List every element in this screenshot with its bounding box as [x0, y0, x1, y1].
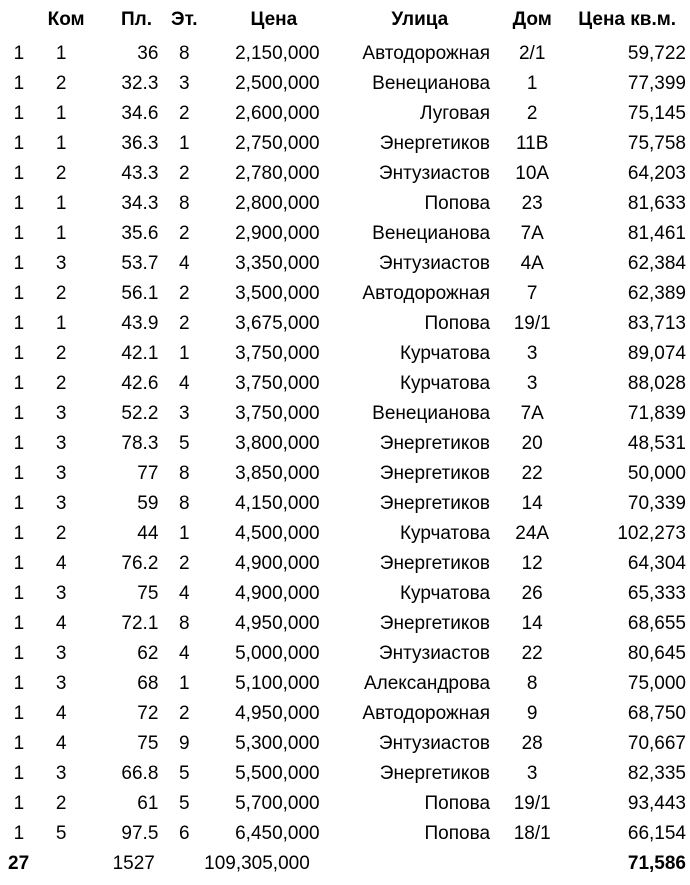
table-footer [0, 848, 690, 878]
price-per-sqm-cell[interactable]: 66,154 [627, 822, 686, 844]
table-row [0, 188, 690, 218]
floor-cell[interactable]: 5 [178, 792, 190, 814]
table-row [0, 278, 690, 308]
floor-cell[interactable]: 2 [178, 282, 190, 304]
house-cell[interactable]: 22 [521, 462, 543, 484]
count-cell[interactable]: 1 [13, 162, 25, 184]
table-row [0, 338, 690, 368]
rooms-cell[interactable]: 2 [55, 522, 67, 544]
street-cell[interactable]: Автодорожная [362, 282, 491, 304]
area-cell[interactable]: 32.3 [121, 72, 159, 94]
count-cell[interactable]: 1 [13, 672, 25, 694]
price-per-sqm-cell[interactable]: 68,750 [627, 702, 686, 724]
price-cell[interactable]: 2,750,000 [235, 132, 320, 154]
house-cell[interactable]: 7 [526, 282, 538, 304]
table-row [0, 488, 690, 518]
price-cell[interactable]: 3,350,000 [235, 252, 320, 274]
area-cell[interactable]: 35.6 [121, 222, 159, 244]
street-cell[interactable]: Энергетиков [379, 762, 491, 784]
count-cell[interactable]: 1 [13, 312, 25, 334]
floor-cell[interactable]: 9 [178, 732, 190, 754]
area-cell[interactable]: 34.3 [121, 192, 159, 214]
price-per-sqm-cell[interactable]: 68,655 [627, 612, 686, 634]
area-cell[interactable]: 76.2 [121, 552, 159, 574]
house-cell[interactable]: 28 [521, 732, 543, 754]
header-street[interactable]: Улица [391, 8, 449, 30]
house-cell[interactable]: 3 [526, 762, 538, 784]
price-per-sqm-cell[interactable]: 77,399 [627, 72, 686, 94]
price-cell[interactable]: 3,675,000 [235, 312, 320, 334]
price-per-sqm-cell[interactable]: 75,000 [627, 672, 686, 694]
floor-cell[interactable]: 4 [178, 642, 190, 664]
table-header [0, 0, 690, 38]
street-cell[interactable]: Попова [424, 822, 491, 844]
area-cell[interactable]: 97.5 [121, 822, 159, 844]
price-cell[interactable]: 5,100,000 [235, 672, 320, 694]
table-row [0, 578, 690, 608]
count-cell[interactable]: 1 [13, 102, 25, 124]
house-cell[interactable]: 4А [520, 252, 544, 274]
count-cell[interactable]: 1 [13, 642, 25, 664]
floor-cell[interactable]: 4 [178, 252, 190, 274]
price-cell[interactable]: 3,500,000 [235, 282, 320, 304]
price-cell[interactable]: 3,850,000 [235, 462, 320, 484]
house-cell[interactable]: 1 [526, 72, 538, 94]
rooms-cell[interactable]: 3 [55, 492, 67, 514]
price-per-sqm-cell[interactable]: 62,384 [627, 252, 686, 274]
rooms-cell[interactable]: 4 [55, 552, 67, 574]
rooms-cell[interactable]: 1 [55, 42, 67, 64]
count-cell[interactable]: 1 [13, 252, 25, 274]
total-price-cell[interactable]: 109,305,000 [204, 852, 310, 874]
area-cell[interactable]: 52.2 [121, 402, 159, 424]
rooms-cell[interactable]: 3 [55, 762, 67, 784]
price-per-sqm-cell[interactable]: 82,335 [627, 762, 686, 784]
street-cell[interactable]: Попова [424, 192, 491, 214]
area-cell[interactable]: 44 [137, 522, 159, 544]
header-count[interactable] [0, 0, 38, 38]
area-cell[interactable]: 43.9 [121, 312, 159, 334]
street-cell[interactable]: Курчатова [399, 522, 491, 544]
rooms-cell[interactable]: 1 [55, 192, 67, 214]
price-per-sqm-cell[interactable]: 64,304 [627, 552, 686, 574]
street-cell[interactable]: Александрова [363, 672, 491, 694]
rooms-cell[interactable]: 2 [55, 342, 67, 364]
street-cell[interactable]: Энергетиков [379, 462, 491, 484]
area-cell[interactable]: 61 [137, 792, 159, 814]
table-row [0, 158, 690, 188]
area-cell[interactable]: 77 [137, 462, 159, 484]
table-row [0, 548, 690, 578]
price-cell[interactable]: 4,900,000 [235, 552, 320, 574]
table-row [0, 518, 690, 548]
area-cell[interactable]: 59 [137, 492, 159, 514]
price-cell[interactable]: 3,750,000 [235, 342, 320, 364]
count-cell[interactable]: 1 [13, 702, 25, 724]
area-cell[interactable]: 72 [137, 702, 159, 724]
table-row [0, 98, 690, 128]
price-per-sqm-cell[interactable]: 81,461 [627, 222, 686, 244]
street-cell[interactable]: Энергетиков [379, 132, 491, 154]
floor-cell[interactable]: 5 [178, 762, 190, 784]
total-rooms-cell[interactable] [38, 848, 85, 878]
floor-cell[interactable]: 2 [178, 222, 190, 244]
count-cell[interactable]: 1 [13, 492, 25, 514]
count-cell[interactable]: 1 [13, 282, 25, 304]
total-floor-cell[interactable] [164, 848, 204, 878]
house-cell[interactable]: 18/1 [513, 822, 551, 844]
price-per-sqm-cell[interactable]: 50,000 [627, 462, 686, 484]
area-cell[interactable]: 56.1 [121, 282, 159, 304]
floor-cell[interactable]: 2 [178, 702, 190, 724]
floor-cell[interactable]: 3 [178, 72, 190, 94]
floor-cell[interactable]: 8 [178, 462, 190, 484]
area-cell[interactable]: 43.3 [121, 162, 159, 184]
street-cell[interactable]: Энергетиков [379, 612, 491, 634]
floor-cell[interactable]: 2 [178, 312, 190, 334]
area-cell[interactable]: 36.3 [121, 132, 159, 154]
street-cell[interactable]: Автодорожная [362, 42, 491, 64]
floor-cell[interactable]: 2 [178, 162, 190, 184]
house-cell[interactable]: 8 [526, 672, 538, 694]
price-per-sqm-cell[interactable]: 89,074 [627, 342, 686, 364]
street-cell[interactable]: Попова [424, 312, 491, 334]
house-cell[interactable]: 24А [515, 522, 550, 544]
table-row [0, 308, 690, 338]
price-per-sqm-cell[interactable]: 80,645 [627, 642, 686, 664]
house-cell[interactable]: 11В [515, 132, 549, 154]
area-cell[interactable]: 66.8 [121, 762, 159, 784]
rooms-cell[interactable]: 5 [55, 822, 67, 844]
price-cell[interactable]: 5,500,000 [235, 762, 320, 784]
rooms-cell[interactable]: 4 [55, 732, 67, 754]
price-per-sqm-cell[interactable]: 70,339 [627, 492, 686, 514]
total-street-cell[interactable] [334, 848, 496, 878]
table-row [0, 38, 690, 68]
count-cell[interactable]: 1 [13, 402, 25, 424]
floor-cell[interactable]: 8 [178, 492, 190, 514]
street-cell[interactable]: Курчатова [399, 372, 491, 394]
count-cell[interactable]: 1 [13, 612, 25, 634]
floor-cell[interactable]: 1 [178, 132, 190, 154]
house-cell[interactable]: 2/1 [518, 42, 546, 64]
house-cell[interactable]: 14 [521, 612, 543, 634]
price-cell[interactable]: 4,500,000 [235, 522, 320, 544]
total-house-cell[interactable] [496, 848, 568, 878]
rooms-cell[interactable]: 2 [55, 72, 67, 94]
house-cell[interactable]: 3 [526, 372, 538, 394]
street-cell[interactable]: Автодорожная [362, 702, 491, 724]
price-per-sqm-cell[interactable]: 83,713 [627, 312, 686, 334]
floor-cell[interactable]: 1 [178, 522, 190, 544]
price-cell[interactable]: 3,750,000 [235, 402, 320, 424]
rooms-cell[interactable]: 1 [55, 132, 67, 154]
count-cell[interactable]: 1 [13, 432, 25, 454]
area-cell[interactable]: 78.3 [121, 432, 159, 454]
count-cell[interactable]: 1 [13, 582, 25, 604]
table-row [0, 428, 690, 458]
table-row [0, 758, 690, 788]
floor-cell[interactable]: 5 [178, 432, 190, 454]
count-cell[interactable]: 1 [13, 462, 25, 484]
table-row [0, 458, 690, 488]
count-cell[interactable]: 1 [13, 132, 25, 154]
price-per-sqm-cell[interactable]: 70,667 [627, 732, 686, 754]
price-per-sqm-cell[interactable]: 102,273 [617, 522, 686, 544]
house-cell[interactable]: 7А [520, 402, 544, 424]
count-cell[interactable]: 1 [13, 342, 25, 364]
price-cell[interactable]: 5,300,000 [235, 732, 320, 754]
price-per-sqm-cell[interactable]: 75,145 [627, 102, 686, 124]
area-cell[interactable]: 62 [137, 642, 159, 664]
price-cell[interactable]: 3,800,000 [235, 432, 320, 454]
floor-cell[interactable]: 1 [178, 672, 190, 694]
area-cell[interactable]: 75 [137, 582, 159, 604]
count-cell[interactable]: 1 [13, 732, 25, 754]
house-cell[interactable]: 9 [526, 702, 538, 724]
table-row [0, 128, 690, 158]
table-row [0, 728, 690, 758]
table-row [0, 608, 690, 638]
price-per-sqm-cell[interactable]: 62,389 [627, 282, 686, 304]
header-row [0, 0, 690, 38]
table-row [0, 248, 690, 278]
rooms-cell[interactable]: 3 [55, 642, 67, 664]
area-cell[interactable]: 72.1 [121, 612, 159, 634]
rooms-cell[interactable]: 2 [55, 372, 67, 394]
table-row [0, 218, 690, 248]
area-cell[interactable]: 34.6 [121, 102, 159, 124]
rooms-cell[interactable]: 3 [55, 462, 67, 484]
house-cell[interactable]: 19/1 [513, 792, 551, 814]
rooms-cell[interactable]: 3 [55, 582, 67, 604]
price-cell[interactable]: 4,950,000 [235, 702, 320, 724]
house-cell[interactable]: 19/1 [513, 312, 551, 334]
price-cell[interactable]: 2,500,000 [235, 72, 320, 94]
floor-cell[interactable]: 2 [178, 552, 190, 574]
count-cell[interactable]: 1 [13, 222, 25, 244]
price-cell[interactable]: 4,950,000 [235, 612, 320, 634]
header-rooms[interactable]: Ком [47, 8, 85, 30]
house-cell[interactable]: 20 [521, 432, 543, 454]
floor-cell[interactable]: 4 [178, 372, 190, 394]
table-row [0, 668, 690, 698]
street-cell[interactable]: Курчатова [399, 582, 491, 604]
price-cell[interactable]: 2,800,000 [235, 192, 320, 214]
street-cell[interactable]: Попова [424, 792, 491, 814]
rooms-cell[interactable]: 1 [55, 102, 67, 124]
rooms-cell[interactable]: 1 [55, 222, 67, 244]
house-cell[interactable]: 23 [521, 192, 543, 214]
table-row [0, 698, 690, 728]
street-cell[interactable]: Энергетиков [379, 432, 491, 454]
count-cell[interactable]: 1 [13, 192, 25, 214]
total-price-per-sqm-cell[interactable]: 71,586 [627, 852, 686, 874]
house-cell[interactable]: 12 [521, 552, 543, 574]
count-cell[interactable]: 1 [13, 72, 25, 94]
price-per-sqm-cell[interactable]: 75,758 [627, 132, 686, 154]
floor-cell[interactable]: 2 [178, 102, 190, 124]
total-count-cell[interactable]: 27 [8, 852, 30, 874]
price-per-sqm-cell[interactable]: 64,203 [627, 162, 686, 184]
header-price[interactable]: Цена [250, 8, 298, 30]
floor-cell[interactable]: 6 [178, 822, 190, 844]
price-per-sqm-cell[interactable]: 88,028 [627, 372, 686, 394]
rooms-cell[interactable]: 4 [55, 612, 67, 634]
table-row [0, 368, 690, 398]
rooms-cell[interactable]: 3 [55, 432, 67, 454]
count-cell[interactable]: 1 [13, 792, 25, 814]
price-cell[interactable]: 4,150,000 [235, 492, 320, 514]
count-cell[interactable]: 1 [13, 552, 25, 574]
area-cell[interactable]: 53.7 [121, 252, 159, 274]
floor-cell[interactable]: 8 [178, 612, 190, 634]
price-cell[interactable]: 5,000,000 [235, 642, 320, 664]
rooms-cell[interactable]: 1 [55, 312, 67, 334]
price-per-sqm-cell[interactable]: 65,333 [627, 582, 686, 604]
price-per-sqm-cell[interactable]: 71,839 [627, 402, 686, 424]
price-cell[interactable]: 3,750,000 [235, 372, 320, 394]
street-cell[interactable]: Луговая [420, 102, 491, 124]
price-per-sqm-cell[interactable]: 59,722 [627, 42, 686, 64]
street-cell[interactable]: Венецианова [372, 72, 491, 94]
floor-cell[interactable]: 8 [178, 192, 190, 214]
rooms-cell[interactable]: 4 [55, 702, 67, 724]
table-body [0, 38, 690, 848]
street-cell[interactable]: Энергетиков [379, 552, 491, 574]
rooms-cell[interactable]: 2 [55, 792, 67, 814]
table-row [0, 818, 690, 848]
price-per-sqm-cell[interactable]: 93,443 [627, 792, 686, 814]
table-row [0, 788, 690, 818]
house-cell[interactable]: 14 [521, 492, 543, 514]
price-cell[interactable]: 4,900,000 [235, 582, 320, 604]
total-area-cell[interactable]: 1527 [112, 852, 155, 874]
street-cell[interactable]: Энтузиастов [378, 252, 491, 274]
street-cell[interactable]: Энтузиастов [378, 732, 491, 754]
area-cell[interactable]: 68 [137, 672, 159, 694]
street-cell[interactable]: Энтузиастов [378, 162, 491, 184]
table-row [0, 638, 690, 668]
price-cell[interactable]: 5,700,000 [235, 792, 320, 814]
floor-cell[interactable]: 8 [178, 42, 190, 64]
count-cell[interactable]: 1 [13, 762, 25, 784]
header-price-per-sqm[interactable]: Цена кв.м. [578, 8, 677, 30]
header-area[interactable]: Пл. [121, 8, 153, 30]
area-cell[interactable]: 75 [137, 732, 159, 754]
house-cell[interactable]: 3 [526, 342, 538, 364]
rooms-cell[interactable]: 3 [55, 672, 67, 694]
count-cell[interactable]: 1 [13, 822, 25, 844]
street-cell[interactable]: Курчатова [399, 342, 491, 364]
header-house[interactable]: Дом [512, 8, 552, 30]
price-cell[interactable]: 2,600,000 [235, 102, 320, 124]
price-cell[interactable]: 6,450,000 [235, 822, 320, 844]
street-cell[interactable]: Энтузиастов [378, 642, 491, 664]
floor-cell[interactable]: 3 [178, 402, 190, 424]
street-cell[interactable]: Венецианова [372, 222, 491, 244]
floor-cell[interactable]: 1 [178, 342, 190, 364]
totals-row [0, 848, 690, 878]
rooms-cell[interactable]: 3 [55, 252, 67, 274]
rooms-cell[interactable]: 2 [55, 162, 67, 184]
house-cell[interactable]: 22 [521, 642, 543, 664]
rooms-cell[interactable]: 3 [55, 402, 67, 424]
price-cell[interactable]: 2,900,000 [235, 222, 320, 244]
street-cell[interactable]: Энергетиков [379, 492, 491, 514]
price-cell[interactable]: 2,780,000 [235, 162, 320, 184]
floor-cell[interactable]: 4 [178, 582, 190, 604]
house-cell[interactable]: 26 [521, 582, 543, 604]
count-cell[interactable]: 1 [13, 522, 25, 544]
house-cell[interactable]: 2 [526, 102, 538, 124]
price-per-sqm-cell[interactable]: 48,531 [627, 432, 686, 454]
area-cell[interactable]: 36 [137, 42, 159, 64]
house-cell[interactable]: 7А [520, 222, 544, 244]
house-cell[interactable]: 10А [515, 162, 550, 184]
rooms-cell[interactable]: 2 [55, 282, 67, 304]
area-cell[interactable]: 42.1 [121, 342, 159, 364]
count-cell[interactable]: 1 [13, 42, 25, 64]
table-row [0, 68, 690, 98]
price-per-sqm-cell[interactable]: 81,633 [627, 192, 686, 214]
price-cell[interactable]: 2,150,000 [235, 42, 320, 64]
header-floor[interactable]: Эт. [171, 8, 198, 30]
table-row [0, 398, 690, 428]
street-cell[interactable]: Венецианова [372, 402, 491, 424]
area-cell[interactable]: 42.6 [121, 372, 159, 394]
count-cell[interactable]: 1 [13, 372, 25, 394]
